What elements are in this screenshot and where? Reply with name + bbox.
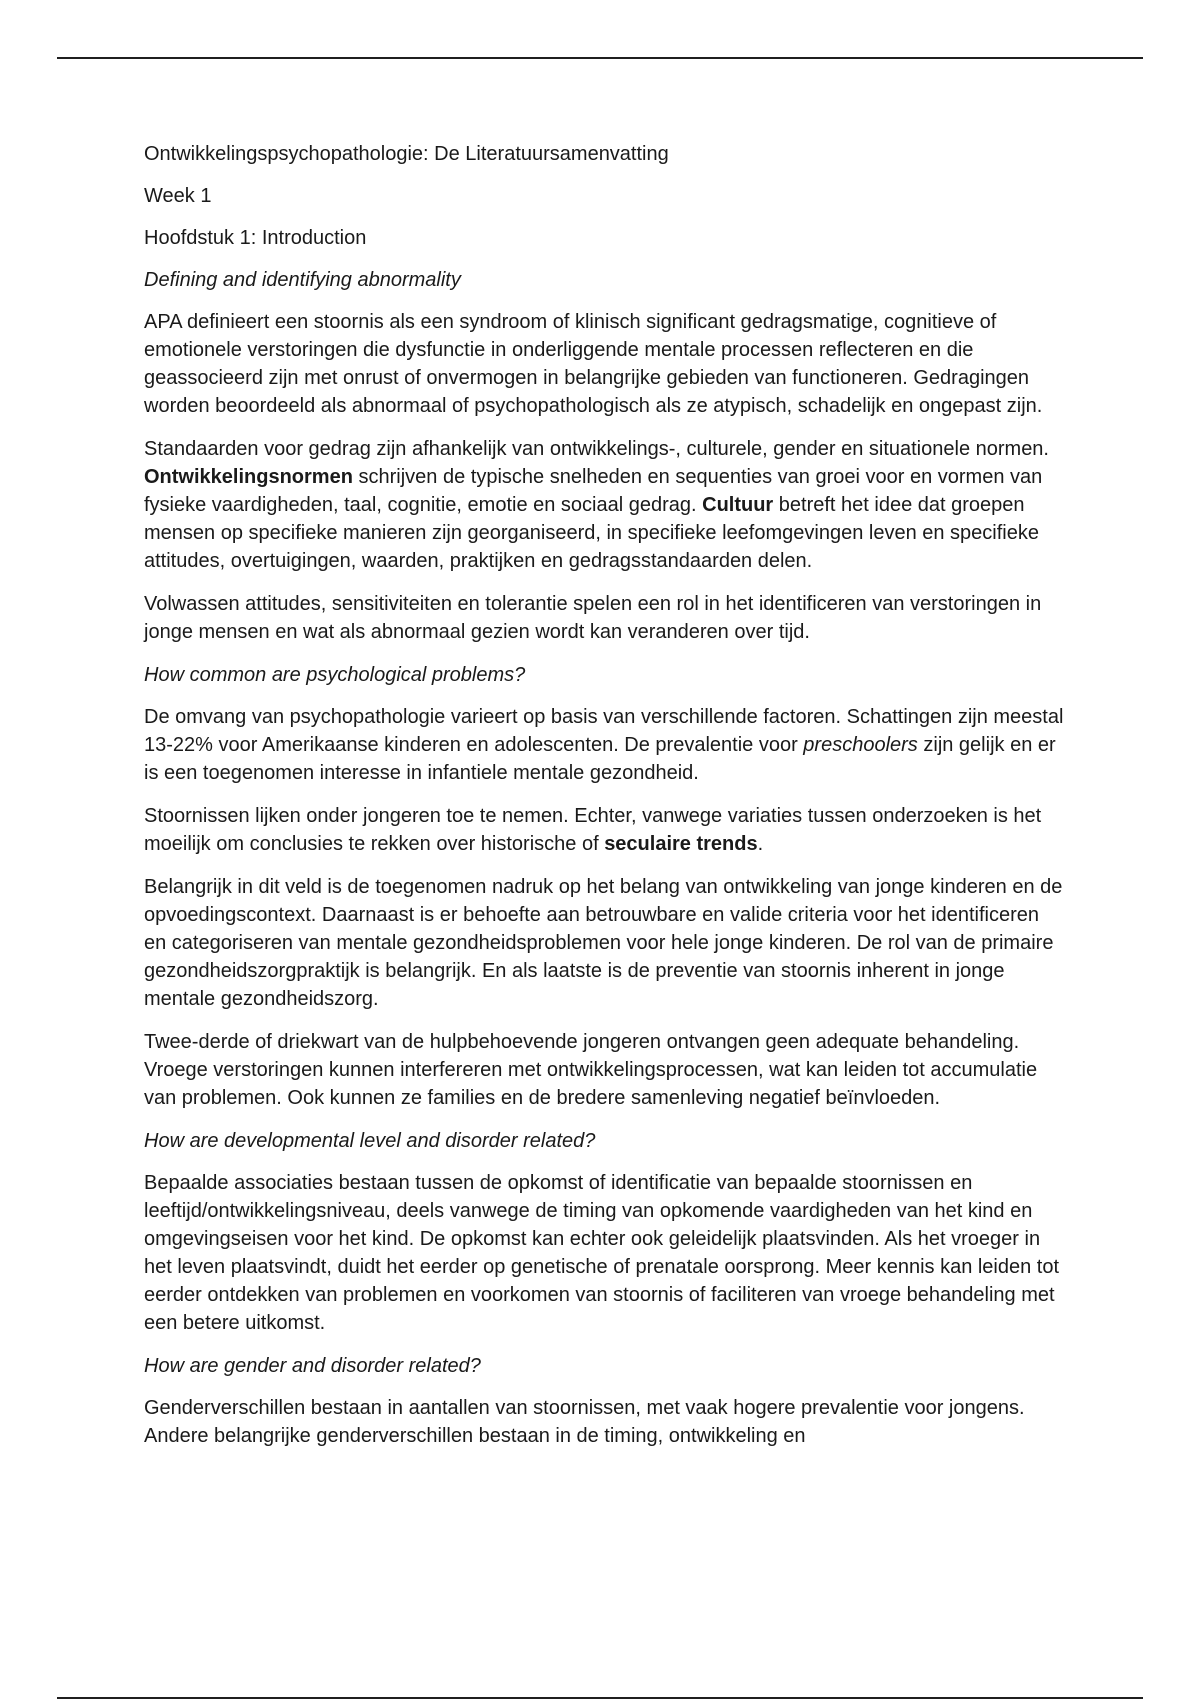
paragraph-apa-definition: APA definieert een stoornis als een syndroom of klinisch significant gedragsmatige, cognitieve of emotionele verstoringen die dysfunctie in onderliggende mentale processen reflecteren en die geassocieerd zijn met onrust of onvermogen in belangrijke gebieden van functioneren. Gedragingen worden beoordeeld als abnormaal of psychopathologisch als ze atypisch, schadelijk en ongepast zijn. — [144, 311, 1043, 417]
section-heading-abnormality: Defining and identifying abnormality — [144, 269, 461, 291]
paragraph-adult-attitudes: Volwassen attitudes, sensitiviteiten en tolerantie spelen een rol in het identificeren van verstoringen in jonge mensen en wat als abnormaal gezien wordt kan veranderen over tijd. — [144, 593, 1042, 643]
text-run: Stoornissen lijken onder jongeren toe te nemen. Echter, vanwege variaties tussen onderzoeken is het moeilijk om conclusies te rekken over historische of — [144, 805, 1042, 855]
bold-term-cultuur: Cultuur — [702, 494, 774, 516]
italic-term-preschoolers: preschoolers — [803, 734, 918, 756]
bold-term-ontwikkelingsnormen: Ontwikkelingsnormen — [144, 466, 353, 488]
text-run: betreft het idee dat groepen mensen op specifieke manieren zijn georganiseerd, in specifieke leefomgevingen leven en specifieke attitudes, overtuigingen, waarden, praktijken en gedragsstandaarden delen. — [144, 494, 1039, 572]
paragraph-prevalence — [144, 703, 1064, 787]
paragraph-developmental-level: Bepaalde associaties bestaan tussen de opkomst of identificatie van bepaalde stoornissen en leeftijd/ontwikkelingsniveau, deels vanwege de timing van opkomende vaardigheden van het kind en omgevingseisen voor het kind. De opkomst kan echter ook geleidelijk plaatsvinden. Als het vroeger in het leven plaatsvindt, duidt het eerder op genetische of prenatale oorsprong. Meer kennis kan leiden tot eerder ontdekken van problemen en voorkomen van stoornis of faciliteren van vroege behandeling met een betere uitkomst. — [144, 1172, 1060, 1334]
text-run: Standaarden voor gedrag zijn afhankelijk van ontwikkelings-, culturele, gender en situationele normen. — [144, 438, 1049, 460]
text-run: . — [757, 833, 764, 855]
paragraph-standards — [144, 435, 1064, 575]
bold-term-seculaire-trends: seculaire trends — [604, 833, 758, 855]
week-label: Week 1 — [144, 185, 212, 207]
document-title: Ontwikkelingspsychopathologie: De Literatuursamenvatting — [144, 143, 669, 165]
bottom-rule — [57, 1697, 1143, 1699]
text-run: schrijven de typische snelheden en sequenties van groei voor en vormen van fysieke vaardigheden, taal, cognitie, emotie en sociaal gedrag. — [144, 466, 1043, 516]
document-body — [144, 140, 1064, 1465]
paragraph-young-children: Belangrijk in dit veld is de toegenomen nadruk op het belang van ontwikkeling van jonge kinderen en de opvoedingscontext. Daarnaast is er behoefte aan betrouwbare en valide criteria voor het identificeren en categoriseren van mentale gezondheidsproblemen voor hele jonge kinderen. De rol van de primaire gezondheidszorgpraktijk is belangrijk. En als laatste is de preventie van stoornis inherent in jonge mentale gezondheidszorg. — [144, 876, 1063, 1010]
text-run: De omvang van psychopathologie varieert op basis van verschillende factoren. Schattingen zijn meestal 13-22% voor Amerikaanse kinderen en adolescenten. De prevalentie voor — [144, 706, 1064, 756]
text-run: zijn gelijk en er is een toegenomen interesse in infantiele mentale gezondheid. — [144, 734, 1056, 784]
paragraph-treatment: Twee-derde of driekwart van de hulpbehoevende jongeren ontvangen geen adequate behandeling. Vroege verstoringen kunnen interfereren met ontwikkelingsprocessen, wat kan leiden tot accumulatie van problemen. Ook kunnen ze families en de bredere samenleving negatief beïnvloeden. — [144, 1031, 1038, 1109]
section-heading-gender: How are gender and disorder related? — [144, 1355, 481, 1377]
section-heading-prevalence: How common are psychological problems? — [144, 664, 526, 686]
top-rule — [57, 57, 1143, 59]
section-heading-developmental-level: How are developmental level and disorder related? — [144, 1130, 596, 1152]
chapter-heading: Hoofdstuk 1: Introduction — [144, 227, 367, 249]
paragraph-trends — [144, 802, 1064, 858]
paragraph-gender: Genderverschillen bestaan in aantallen van stoornissen, met vaak hogere prevalentie voor jongens. Andere belangrijke genderverschillen bestaan in de timing, ontwikkeling en — [144, 1397, 1025, 1447]
